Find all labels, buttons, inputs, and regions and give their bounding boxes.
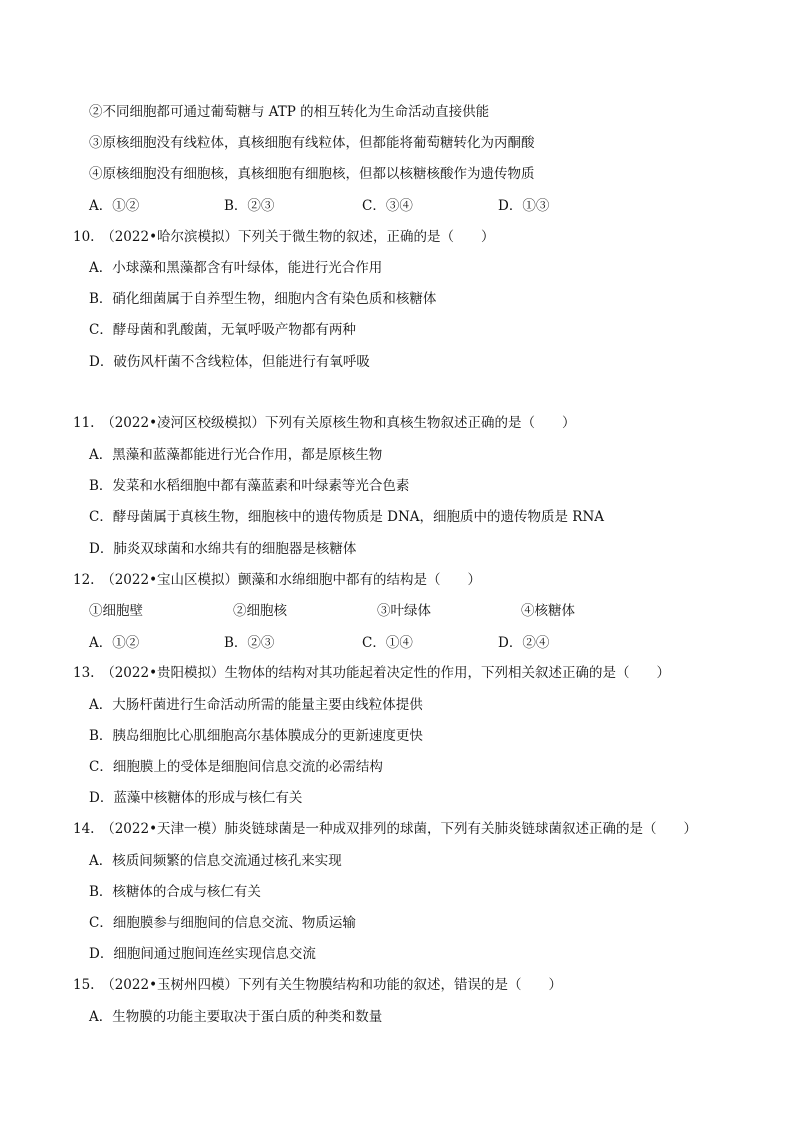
- option-c: C．细胞膜上的受体是细胞间信息交流的必需结构: [89, 759, 383, 775]
- option-c: C．酵母菌和乳酸菌，无氧呼吸产物都有两种: [89, 322, 356, 338]
- statement-line-4: ④原核细胞没有细胞核，真核细胞有细胞核，但都以核糖核酸作为遗传物质: [89, 166, 535, 182]
- option-b: B．胰岛细胞比心肌细胞高尔基体膜成分的更新速度更快: [89, 728, 423, 744]
- question-stem: 10. （2022•哈尔滨模拟）下列关于微生物的叙述，正确的是（ ）: [73, 229, 495, 245]
- question-stem: 15. （2022•玉树州四模）下列有关生物膜结构和功能的叙述，错误的是（ ）: [73, 977, 563, 993]
- question-stem: 11. （2022•凌河区校级模拟）下列有关原核生物和真核生物叙述正确的是（ ）: [73, 415, 576, 431]
- option-c: C．①④: [362, 635, 413, 651]
- list-item: ①细胞壁: [89, 603, 143, 619]
- question-stem: 13. （2022•贵阳模拟）生物体的结构对其功能起着决定性的作用，下列相关叙述正确的是（ ）: [73, 665, 671, 681]
- option-c: C．细胞膜参与细胞间的信息交流、物质运输: [89, 915, 356, 931]
- list-item: ④核糖体: [521, 603, 575, 619]
- option-a: A．①②: [89, 198, 140, 214]
- list-item: ③叶绿体: [377, 603, 431, 619]
- option-a: A．①②: [89, 635, 140, 651]
- option-b: B．②③: [224, 198, 275, 214]
- option-a: A．核质间频繁的信息交流通过核孔来实现: [89, 853, 342, 869]
- option-b: B．核糖体的合成与核仁有关: [89, 884, 261, 900]
- list-item: ②细胞核: [233, 603, 287, 619]
- option-d: D．①③: [498, 198, 550, 214]
- statement-line-2: ②不同细胞都可通过葡萄糖与 ATP 的相互转化为生命活动直接供能: [89, 104, 490, 120]
- statement-line-3: ③原核细胞没有线粒体，真核细胞有线粒体，但都能将葡萄糖转化为丙酮酸: [89, 135, 535, 151]
- question-stem: 12. （2022•宝山区模拟）颤藻和水绵细胞中都有的结构是（ ）: [73, 572, 482, 588]
- option-d: D．肺炎双球菌和水绵共有的细胞器是核糖体: [89, 541, 357, 557]
- question-stem: 14. （2022•天津一模）肺炎链球菌是一种成双排列的球菌，下列有关肺炎链球菌叙述正确的是（ ）: [73, 821, 698, 837]
- option-a: A．小球藻和黑藻都含有叶绿体，能进行光合作用: [89, 260, 383, 276]
- option-b: B．②③: [224, 635, 275, 651]
- option-a: A．黑藻和蓝藻都能进行光合作用，都是原核生物: [89, 447, 383, 463]
- option-c: C．酵母菌属于真核生物，细胞核中的遗传物质是 DNA，细胞质中的遗传物质是 RNA: [89, 509, 605, 525]
- option-d: D．②④: [498, 635, 550, 651]
- option-b: B．发菜和水稻细胞中都有藻蓝素和叶绿素等光合色素: [89, 478, 410, 494]
- option-a: A．大肠杆菌进行生命活动所需的能量主要由线粒体提供: [89, 697, 423, 713]
- option-c: C．③④: [362, 198, 413, 214]
- option-d: D．细胞间通过胞间连丝实现信息交流: [89, 946, 316, 962]
- option-b: B．硝化细菌属于自养型生物，细胞内含有染色质和核糖体: [89, 291, 437, 307]
- option-d: D．蓝藻中核糖体的形成与核仁有关: [89, 790, 303, 806]
- option-a: A．生物膜的功能主要取决于蛋白质的种类和数量: [89, 1009, 383, 1025]
- option-d: D．破伤风杆菌不含线粒体，但能进行有氧呼吸: [89, 354, 370, 370]
